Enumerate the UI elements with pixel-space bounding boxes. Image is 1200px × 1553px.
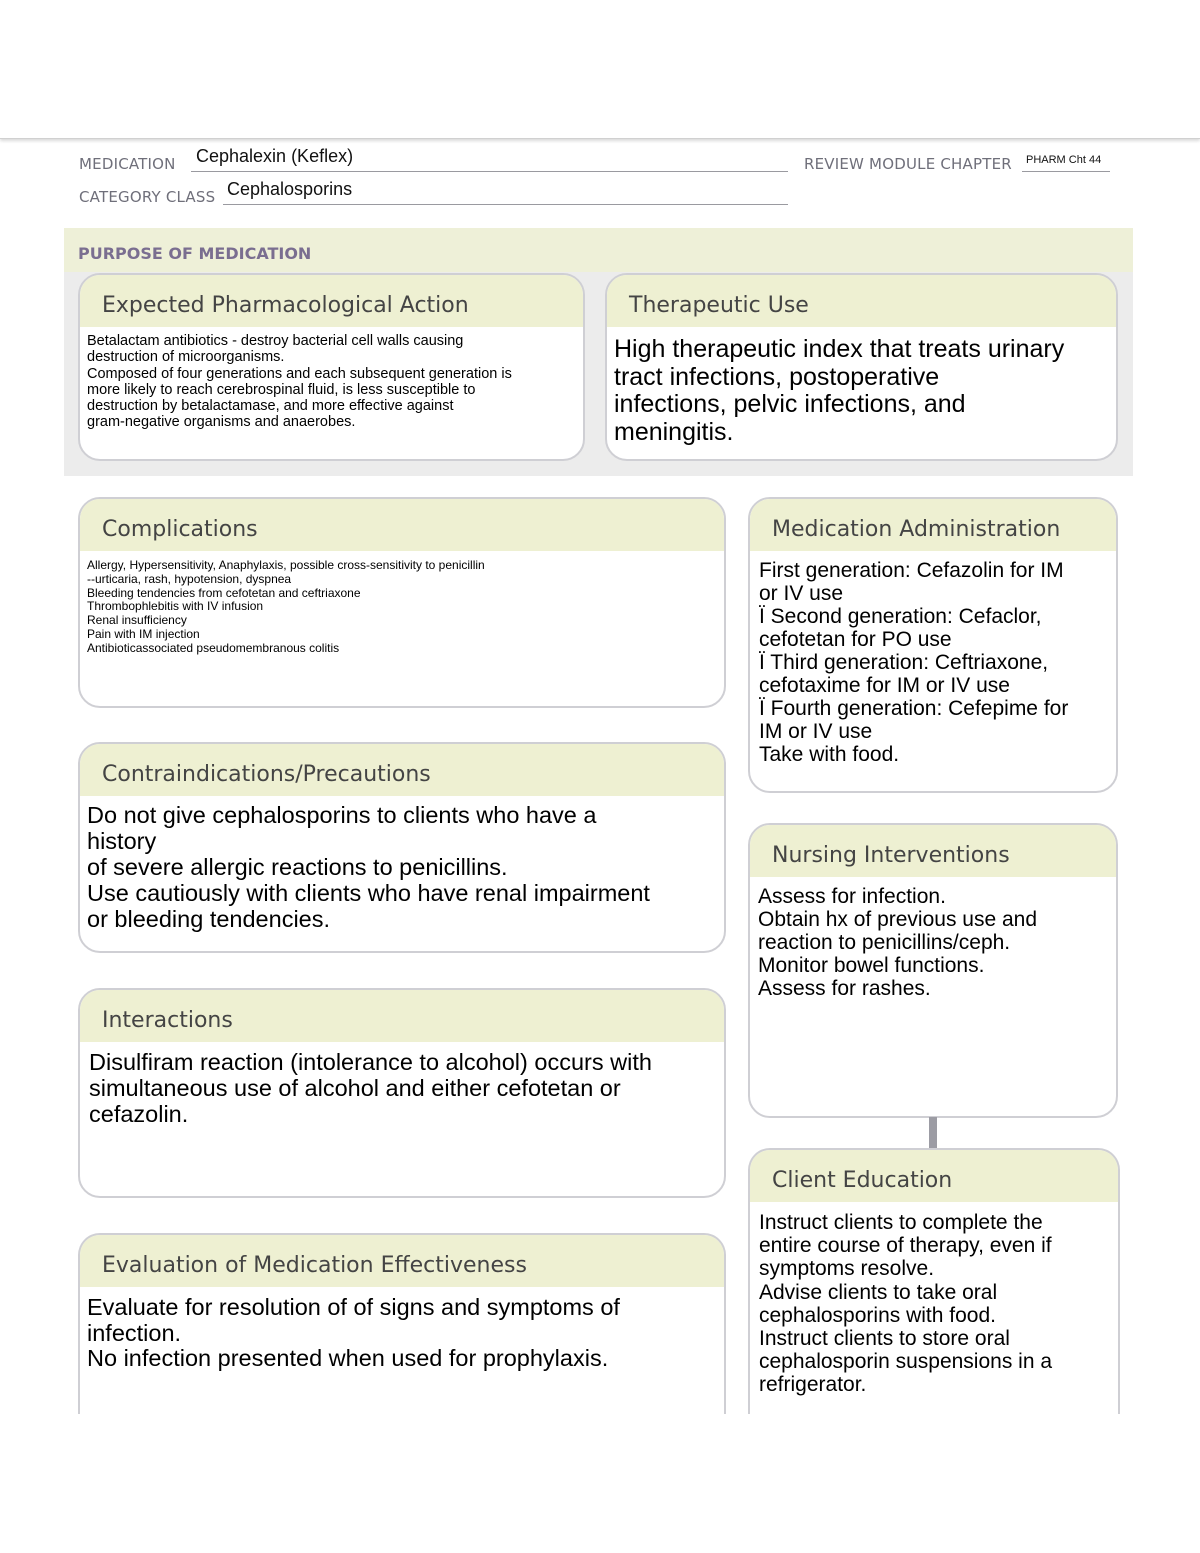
nursing-interventions-header [750, 825, 1116, 877]
complications-card [78, 497, 726, 708]
interactions-title: Interactions [102, 1008, 233, 1033]
medication-administration-text[interactable]: First generation: Cefazolin for IM or IV use Ï Second generation: Cefaclor, cefotetan for PO use Ï Third generation: Ceftriaxone, cefotaxime for IM or IV use Ï Fourth generation: Cefepime for IM or IV use Take with food. [759, 559, 1069, 766]
contraindications-text[interactable]: Do not give cephalosporins to clients who have a history of severe allergic reactions to penicillins. Use cautiously with clients who have renal impairment or bleeding tendencies. [87, 802, 650, 932]
evaluation-text[interactable]: Evaluate for resolution of of signs and symptoms of infection. No infection presented when used for prophylaxis. [87, 1294, 620, 1371]
review-module-label: REVIEW MODULE CHAPTER [804, 155, 1012, 173]
medication-administration-card [748, 497, 1118, 793]
complications-header [80, 499, 724, 551]
client-education-text[interactable]: Instruct clients to complete the entire course of therapy, even if symptoms resolve. Advise clients to take oral cephalosporins with food. Instruct clients to store oral cephalosporin suspensions in a refrigerator. [759, 1211, 1053, 1397]
medication-administration-header [750, 499, 1116, 551]
evaluation-card [78, 1233, 726, 1414]
medication-label: MEDICATION [79, 155, 176, 173]
nursing-interventions-title: Nursing Interventions [772, 843, 1010, 868]
interactions-header [80, 990, 724, 1042]
review-module-underline [1022, 171, 1110, 172]
expected-action-title: Expected Pharmacological Action [102, 293, 469, 318]
nursing-interventions-text[interactable]: Assess for infection. Obtain hx of previous use and reaction to penicillins/ceph. Monitor bowel functions. Assess for rashes. [758, 885, 1038, 1000]
complications-title: Complications [102, 517, 258, 542]
purpose-header [64, 228, 1133, 272]
contraindications-card [78, 742, 726, 953]
therapeutic-use-header [607, 275, 1116, 327]
contraindications-title: Contraindications/Precautions [102, 762, 431, 787]
evaluation-title: Evaluation of Medication Effectiveness [102, 1253, 527, 1278]
interactions-card [78, 988, 726, 1198]
therapeutic-use-card [605, 273, 1118, 461]
purpose-title: PURPOSE OF MEDICATION [78, 244, 312, 263]
client-education-header [750, 1150, 1118, 1202]
nursing-interventions-card [748, 823, 1118, 1118]
complications-text[interactable]: Allergy, Hypersensitivity, Anaphylaxis, possible cross-sensitivity to penicillin --urticaria, rash, hypotension, dyspnea Bleeding tendencies from cefotetan and ceftriaxone Thrombophlebitis with IV infusion Renal insufficiency Pain with IM injection Antibioticassociated pseudomembranous colitis [87, 558, 485, 655]
medication-administration-title: Medication Administration [772, 517, 1061, 542]
interactions-text[interactable]: Disulfiram reaction (intolerance to alcohol) occurs with simultaneous use of alcohol and either cefotetan or cefazolin. [89, 1049, 652, 1127]
expected-action-header [80, 275, 583, 327]
client-education-title: Client Education [772, 1168, 953, 1193]
therapeutic-use-title: Therapeutic Use [629, 293, 809, 318]
medication-field[interactable]: Cephalexin (Keflex) [196, 146, 354, 166]
connector-bar [929, 1117, 937, 1149]
category-class-label: CATEGORY CLASS [79, 188, 216, 206]
category-class-underline [223, 204, 788, 205]
expected-action-card [78, 273, 585, 461]
client-education-card [748, 1148, 1120, 1414]
top-blank-band [0, 0, 1200, 139]
expected-action-text[interactable]: Betalactam antibiotics - destroy bacterial cell walls causing destruction of microorganisms. Composed of four generations and each subsequent generation is more likely to reach cerebrospinal fluid, is less susceptible to destruction by betalactamase, and more effective against gram-negative organisms and anaerobes. [87, 333, 512, 431]
category-class-field[interactable]: Cephalosporins [227, 179, 353, 199]
therapeutic-use-text[interactable]: High therapeutic index that treats urinary tract infections, postoperative infections, pelvic infections, and meningitis. [614, 335, 1065, 446]
contraindications-header [80, 744, 724, 796]
review-module-field[interactable]: PHARM Cht 44 [1026, 154, 1102, 166]
medication-underline [191, 171, 788, 172]
evaluation-header [80, 1235, 724, 1287]
